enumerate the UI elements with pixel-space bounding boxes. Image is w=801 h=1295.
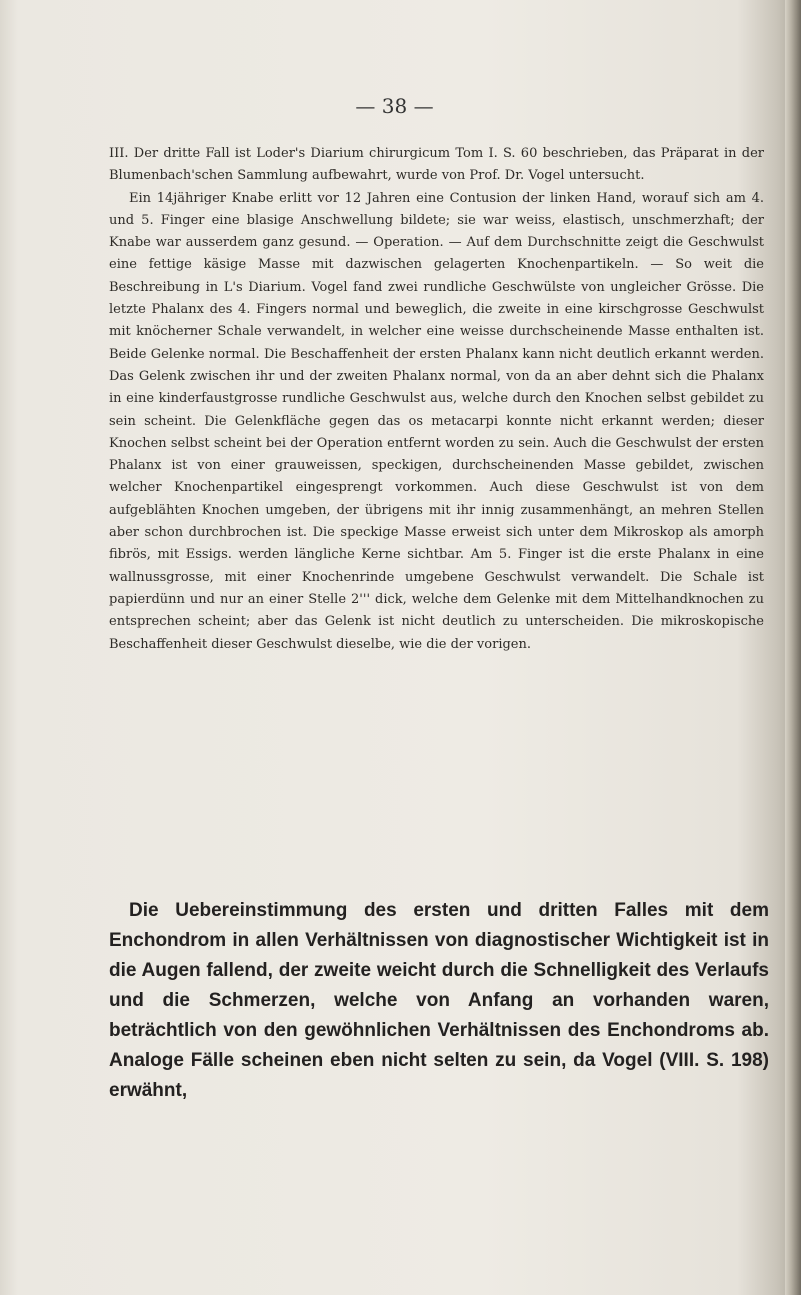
paragraph-case-intro: III. Der dritte Fall ist Loder's Diarium chirurgicum Tom I. S. 60 beschrieben, das Präparat in der Blumenbach'schen Sammlung aufbewahrt, wurde von Prof. Dr. Vogel untersucht. [109,146,764,184]
page-number: — 38 — [355,94,434,118]
main-text [109,143,764,656]
summary-paragraph: Die Uebereinstimmung des ersten und dritten Falles mit dem Enchondrom in allen Verhältnissen von diagnostischer Wichtigkeit ist in die Augen fallend, der zweite weicht durch die Schnelligkeit des Verlaufs und die Schmerzen, welche von Anfang an vorhanden waren, beträchtlich von den gewöhnlichen Verhältnissen des Enchondroms ab. Analoge Fälle scheinen eben nicht selten zu sein, da Vogel (VIII. S. 198) erwähnt, [109,900,769,1101]
paragraph-case-description: Ein 14jähriger Knabe erlitt vor 12 Jahren eine Contusion der linken Hand, worauf sich am 4. und 5. Finger eine blasige Anschwellung bildete; sie war weiss, elastisch, unschmerzhaft; der Knabe war ausserdem ganz gesund. — Operation. — Auf dem Durchschnitte zeigt die Geschwulst eine fettige käsige Masse mit dazwischen gelagerten Knochenpartikeln. — So weit die Beschreibung in L's Diarium. Vogel fand zwei rundliche Geschwülste von ungleicher Grösse. Die letzte Phalanx des 4. Fingers normal und beweglich, die zweite in eine kirschgrosse Geschwulst mit knöcherner Schale verwandelt, in welcher eine weisse durchscheinende Masse enthalten ist. Beide Gelenke normal. Die Beschaffenheit der ersten Phalanx kann nicht deutlich erkannt werden. Das Gelenk zwischen ihr und der zweiten Phalanx normal, von da an aber dehnt sich die Phalanx in eine kinderfaustgrosse rundliche Geschwulst aus, welche durch den Knochen selbst gebildet zu sein scheint. Die Gelenkfläche gegen das os metacarpi konnte nicht erkannt werden; dieser Knochen selbst scheint bei der Operation entfernt worden zu sein. Auch die Geschwulst der ersten Phalanx ist von einer grauweissen, speckigen, durchscheinenden Masse gebildet, zwischen welcher Knochenpartikel eingesprengt vorkommen. Auch diese Geschwulst ist von dem aufgeblähten Knochen umgeben, der übrigens mit ihr innig zusammenhängt, an mehren Stellen aber schon durchbrochen ist. Die speckige Masse erweist sich unter dem Mikroskop als amorph fibrös, mit Essigs. werden längliche Kerne sichtbar. Am 5. Finger ist die erste Phalanx in eine wallnussgrosse, mit einer Knochenrinde umgebene Geschwulst verwandelt. Die Schale ist papierdünn und nur an einer Stelle 2''' dick, welche dem Gelenke mit dem Mittelhandknochen zu entsprechen scheint; aber das Gelenk ist nicht deutlich zu unterscheiden. Die mikroskopische Beschaffenheit dieser Geschwulst dieselbe, wie die der vorigen. [109,190,764,652]
binding-edge [785,0,801,1295]
